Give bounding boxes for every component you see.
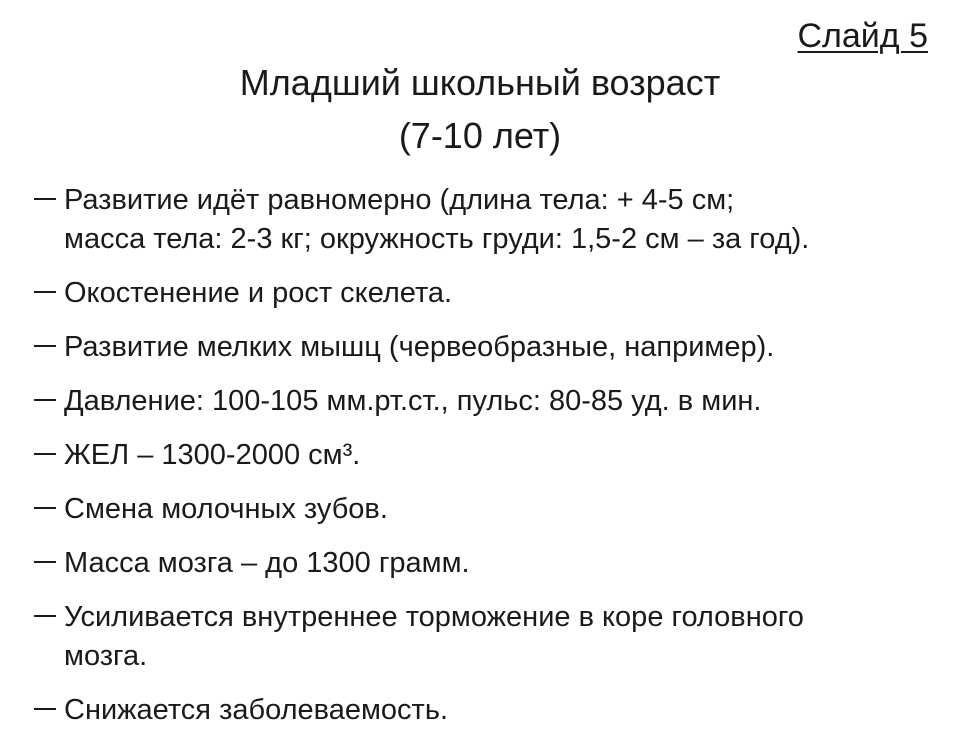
slide-number-label: Слайд 5 [797,17,928,55]
dash-bullet-icon [34,507,56,509]
bullet-text: Масса мозга – до 1300 грамм. [64,547,470,579]
dash-bullet-icon [34,453,56,455]
bullet-text-continuation: масса тела: 2-3 кг; окружность груди: 1,5-2 см – за год). [64,223,810,255]
bullet-text: Развитие идёт равномерно (длина тела: + 4-5 см; [64,184,735,216]
bullet-text-continuation: мозга. [64,640,148,672]
dash-bullet-icon [34,399,56,401]
bullet-text: Усиливается внутреннее торможение в коре головного [64,601,804,633]
bullet-item [34,490,954,529]
dash-bullet-icon [34,708,56,710]
title-line-2: (7-10 лет) [398,115,562,156]
bullet-item [34,691,954,730]
bullet-item [34,328,954,367]
bullet-list [34,181,954,745]
bullet-item [34,274,954,313]
dash-bullet-icon [34,615,56,617]
bullet-text: Развитие мелких мышц (червеобразные, например). [64,331,775,363]
bullet-item [34,436,954,475]
bullet-text: Смена молочных зубов. [64,493,388,525]
dash-bullet-icon [34,291,56,293]
bullet-text: ЖЕЛ – 1300-2000 см³. [64,439,361,471]
title-line-1: Младший школьный возраст [239,62,721,103]
bullet-text: Снижается заболеваемость. [64,694,448,726]
bullet-text: Окостенение и рост скелета. [64,277,453,309]
dash-bullet-icon [34,561,56,563]
bullet-item [34,598,954,676]
bullet-item [34,544,954,583]
slide-title [0,56,960,162]
dash-bullet-icon [34,345,56,347]
bullet-item [34,382,954,421]
dash-bullet-icon [34,198,56,200]
bullet-item [34,181,954,259]
bullet-text: Давление: 100-105 мм.рт.ст., пульс: 80-85 уд. в мин. [64,385,762,417]
